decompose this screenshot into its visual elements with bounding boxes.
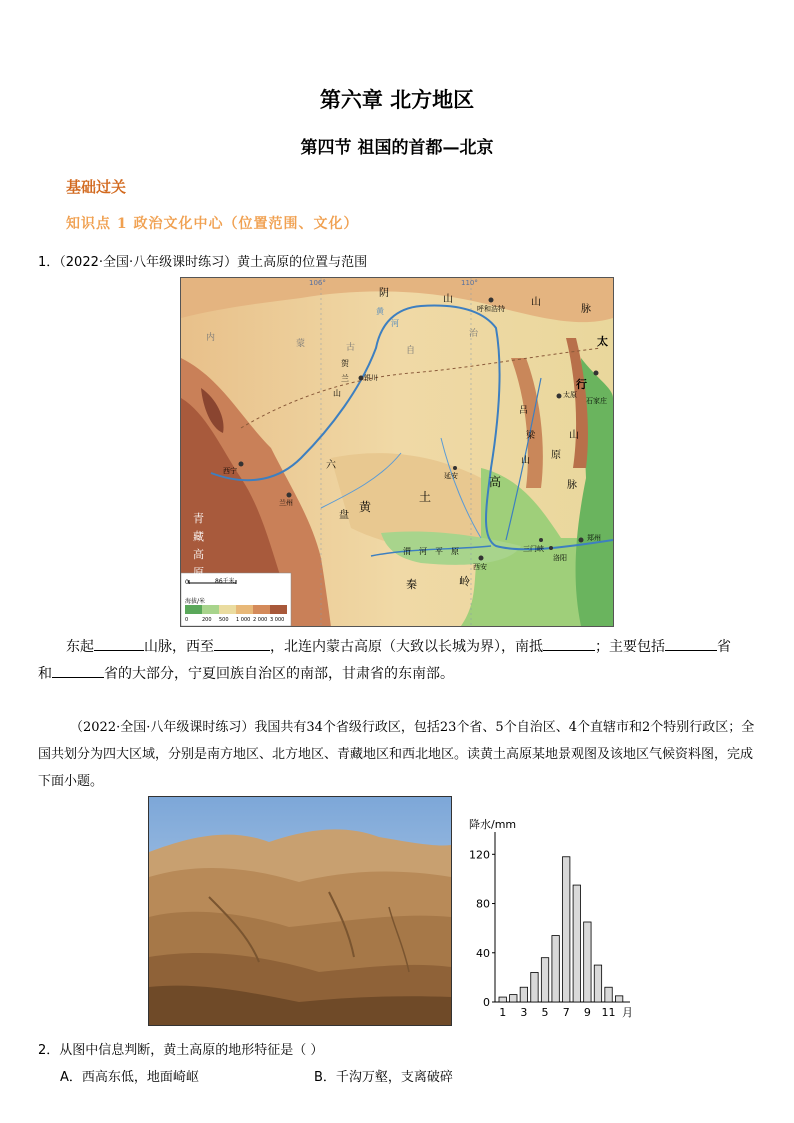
blank-5[interactable] <box>52 663 104 678</box>
fill-text: 省的大部分，宁夏回族自治区的南部，甘肃省的东南部。 <box>104 666 454 682</box>
map-label-zhi: 治 <box>469 329 479 339</box>
map-label-tu: 土 <box>419 490 432 504</box>
map-lon-110: 110° <box>461 279 478 287</box>
legend-tick-label: 0 <box>185 617 189 623</box>
chart-bar-6 <box>552 936 559 1002</box>
chart-bar-3 <box>520 987 527 1002</box>
map-city-xian: 西安 <box>473 563 487 571</box>
basic-heading: 基础过关 <box>66 178 127 196</box>
map-svg <box>181 278 613 626</box>
map-label-zi: 自 <box>406 346 416 356</box>
chart-bar-2 <box>510 995 517 1002</box>
map-label-yin-2: 山 <box>443 294 453 305</box>
map-label-wei: 渭 <box>403 547 411 556</box>
fill-text: ，北连内蒙古高原（大致以长城为界），南抵 <box>270 639 543 655</box>
map-label-qing: 青 <box>193 512 204 525</box>
map-city-xining: 西宁 <box>223 467 237 475</box>
map-label-taiyue-3: 脉 <box>567 480 577 491</box>
map-label-qin: 秦 <box>406 578 417 591</box>
blank-2[interactable] <box>214 636 270 651</box>
map-city-zhengzhou: 郑州 <box>587 534 601 542</box>
chart-y-tick-label: 0 <box>483 996 490 1009</box>
legend-tick-label: 1 000 <box>236 617 251 623</box>
loess-landscape-photo <box>148 796 452 1026</box>
chart-bar-9 <box>584 922 591 1002</box>
chart-bar-11 <box>605 987 612 1002</box>
question-2-stem: 2．从图中信息判断，黄土高原的地形特征是（ ） <box>38 1043 324 1058</box>
map-label-liang: 梁 <box>526 431 536 441</box>
chart-y-tick-label: 80 <box>476 897 490 911</box>
map-scale-zero: 0 <box>185 579 189 586</box>
map-label-taiyue-1: 山 <box>569 430 579 441</box>
chart-svg <box>465 812 640 1027</box>
chart-x-tick-label: 7 <box>562 1006 570 1019</box>
chart-x-unit: 月 <box>622 1006 633 1019</box>
map-label-gao: 高 <box>489 475 502 489</box>
map-lon-106: 106° <box>309 279 326 287</box>
map-label-zang: 藏 <box>193 530 204 543</box>
chart-x-tick-label: 1 <box>499 1006 507 1019</box>
blank-3[interactable] <box>543 636 595 651</box>
map-label-ling: 岭 <box>459 575 470 588</box>
chart-bar-8 <box>573 885 580 1002</box>
question-1-stem: 1．（2022·全国·八年级课时练习）黄土高原的位置与范围 <box>38 255 368 270</box>
legend-swatch <box>236 605 253 614</box>
legend-swatch <box>219 605 236 614</box>
map-label-weihe-he: 河 <box>419 547 427 556</box>
chart-x-tick-label: 3 <box>520 1006 528 1019</box>
chart-bar-12 <box>615 996 622 1002</box>
map-label-hang: 行 <box>576 378 587 391</box>
map-label-river-he: 河 <box>391 319 399 328</box>
map-label-lan: 兰 <box>341 374 349 383</box>
map-city-yanan: 延安 <box>444 472 458 480</box>
map-label-qingzang-gao: 高 <box>193 548 204 561</box>
map-label-qingzang-yuan: 原 <box>193 566 204 579</box>
map-label-yuan: 原 <box>451 547 459 556</box>
map-city-lanzhou: 兰州 <box>279 499 293 507</box>
blank-1[interactable] <box>94 636 144 651</box>
map-label-river-huang: 黄 <box>376 307 384 316</box>
map-label-yin-4: 脉 <box>581 304 591 315</box>
legend-swatch <box>185 605 202 614</box>
section-title: 第四节 祖国的首都—北京 <box>300 138 494 158</box>
chapter-title: 第六章 北方地区 <box>319 88 475 112</box>
question-group-intro: （2022·全国·八年级课时练习）我国共有34个省级行政区，包括23个省、5个自治区、4个直辖市和2个特别行政区；全国共划分为四大区域，分别是南方地区、北方地区、青藏地区和西北地区。读黄土高原某地景观图及该地区气候资料图，完成下面小题。 <box>38 720 755 789</box>
map-label-ping: 平 <box>435 547 443 556</box>
map-label-huang: 黄 <box>359 500 372 514</box>
photo-svg <box>149 797 451 1025</box>
fill-text: 和 <box>38 666 52 682</box>
precipitation-chart <box>465 812 640 1027</box>
map-label-lvliang-shan: 山 <box>521 456 531 466</box>
fill-text: 山脉，西至 <box>144 639 214 655</box>
chart-y-tick-label: 120 <box>469 848 490 862</box>
fill-text: 省 <box>717 639 731 655</box>
legend-swatch <box>202 605 219 614</box>
map-legend-title: 海拔/米 <box>185 598 206 605</box>
chart-ylabel: 降水/mm <box>469 818 517 831</box>
map-city-sanmenxia: 三门峡 <box>523 545 544 553</box>
legend-swatch <box>253 605 270 614</box>
chart-bar-4 <box>531 972 538 1002</box>
map-city-huhehaote: 呼和浩特 <box>477 305 505 313</box>
legend-tick-label: 500 <box>219 617 229 623</box>
map-city-luoyang: 洛阳 <box>553 554 567 562</box>
legend-swatch <box>270 605 287 614</box>
option-b[interactable]: B．千沟万壑，支离破碎 <box>314 1070 453 1085</box>
chart-x-tick-label: 11 <box>601 1006 616 1019</box>
map-label-taiyue-2: 原 <box>551 450 561 461</box>
map-label-he: 贺 <box>341 359 349 368</box>
map-label-liu: 六 <box>326 460 336 471</box>
chart-y-tick-label: 40 <box>476 946 490 960</box>
map-label-meng: 蒙 <box>296 339 306 349</box>
loess-plateau-map <box>180 277 614 627</box>
map-city-taiyuan: 太原 <box>563 391 577 399</box>
chart-bar-7 <box>563 857 570 1002</box>
legend-tick-label: 2 000 <box>253 617 268 623</box>
chart-bar-10 <box>594 965 601 1002</box>
chart-x-tick-label: 9 <box>583 1006 591 1019</box>
map-scale-label: 86千米 <box>215 578 235 585</box>
map-city-yinchuan: 银川 <box>364 374 378 382</box>
chart-bar-5 <box>541 958 548 1002</box>
map-label-yin-1: 阴 <box>379 288 389 299</box>
map-legend-ticks <box>185 617 289 625</box>
q1-fill-line-2 <box>38 663 454 684</box>
chart-x-tick-label: 5 <box>541 1006 549 1019</box>
map-label-gu: 古 <box>346 343 356 353</box>
option-a[interactable]: A．西高东低，地面崎岖 <box>60 1070 199 1085</box>
legend-tick-label: 3 000 <box>270 617 285 623</box>
map-label-pan: 盘 <box>339 510 349 521</box>
fill-text: 东起 <box>66 639 94 655</box>
map-label-yin-3: 山 <box>531 297 541 308</box>
knowledge-point-heading: 知识点 1 政治文化中心（位置范围、文化） <box>66 216 359 232</box>
map-label-nei: 内 <box>206 333 216 343</box>
chart-bar-1 <box>499 997 506 1002</box>
blank-4[interactable] <box>665 636 717 651</box>
map-label-helan-shan: 山 <box>333 389 341 398</box>
map-city-shijiazhuang: 石家庄 <box>586 397 607 405</box>
fill-text: ；主要包括 <box>595 639 665 655</box>
legend-tick-label: 200 <box>202 617 212 623</box>
map-label-tai: 太 <box>597 335 608 348</box>
map-label-lv: 吕 <box>519 406 529 416</box>
q1-fill-line-1 <box>66 636 731 657</box>
